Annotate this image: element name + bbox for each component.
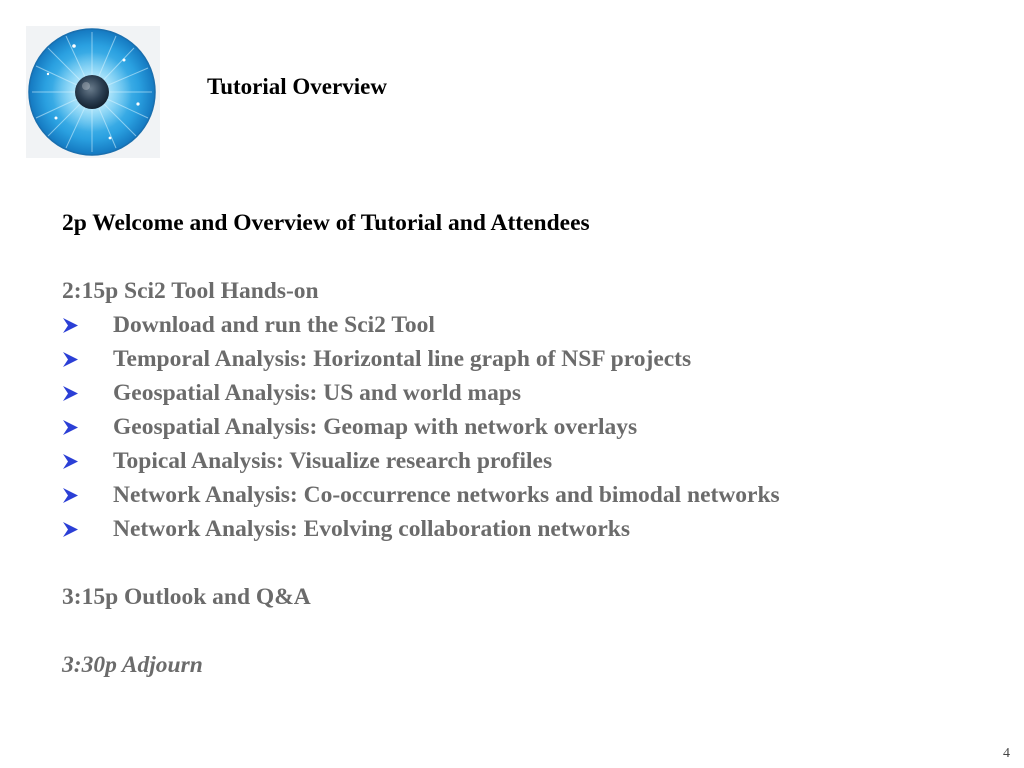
list-item (62, 308, 1002, 342)
spacer (62, 614, 1002, 648)
arrowhead-bullet-icon (62, 317, 79, 334)
eye-iris-logo (26, 26, 160, 158)
list-item-label: Geospatial Analysis: US and world maps (113, 380, 522, 406)
slide-title: Tutorial Overview (207, 74, 387, 99)
arrowhead-bullet-icon (62, 419, 79, 436)
list-item-label: Geospatial Analysis: Geomap with network overlays (113, 414, 638, 440)
agenda-welcome: 2p Welcome and Overview of Tutorial and Attendees (62, 210, 590, 236)
arrowhead-bullet-icon (62, 385, 79, 402)
list-item-label: Download and run the Sci2 Tool (113, 312, 435, 338)
arrowhead-bullet-icon (62, 521, 79, 538)
page-number: 4 (1003, 746, 1010, 761)
list-item (62, 512, 1002, 546)
list-item (62, 376, 1002, 410)
arrowhead-bullet-icon (62, 351, 79, 368)
list-item-label: Temporal Analysis: Horizontal line graph of NSF projects (113, 346, 692, 372)
spacer (62, 546, 1002, 580)
list-item (62, 444, 1002, 478)
arrowhead-bullet-icon (62, 487, 79, 504)
arrowhead-bullet-icon (62, 453, 79, 470)
agenda-outlook: 3:15p Outlook and Q&A (62, 584, 311, 610)
list-item (62, 478, 1002, 512)
agenda-hands-on-heading: 2:15p Sci2 Tool Hands-on (62, 278, 319, 304)
spacer (62, 240, 1002, 274)
iris-icon (26, 26, 160, 158)
list-item (62, 410, 1002, 444)
list-item-label: Topical Analysis: Visualize research profiles (113, 448, 553, 474)
agenda-adjourn: 3:30p Adjourn (62, 652, 203, 678)
list-item-label: Network Analysis: Co-occurrence networks and bimodal networks (113, 482, 780, 508)
agenda (62, 206, 1002, 682)
list-item-label: Network Analysis: Evolving collaboration networks (113, 516, 631, 542)
list-item (62, 342, 1002, 376)
